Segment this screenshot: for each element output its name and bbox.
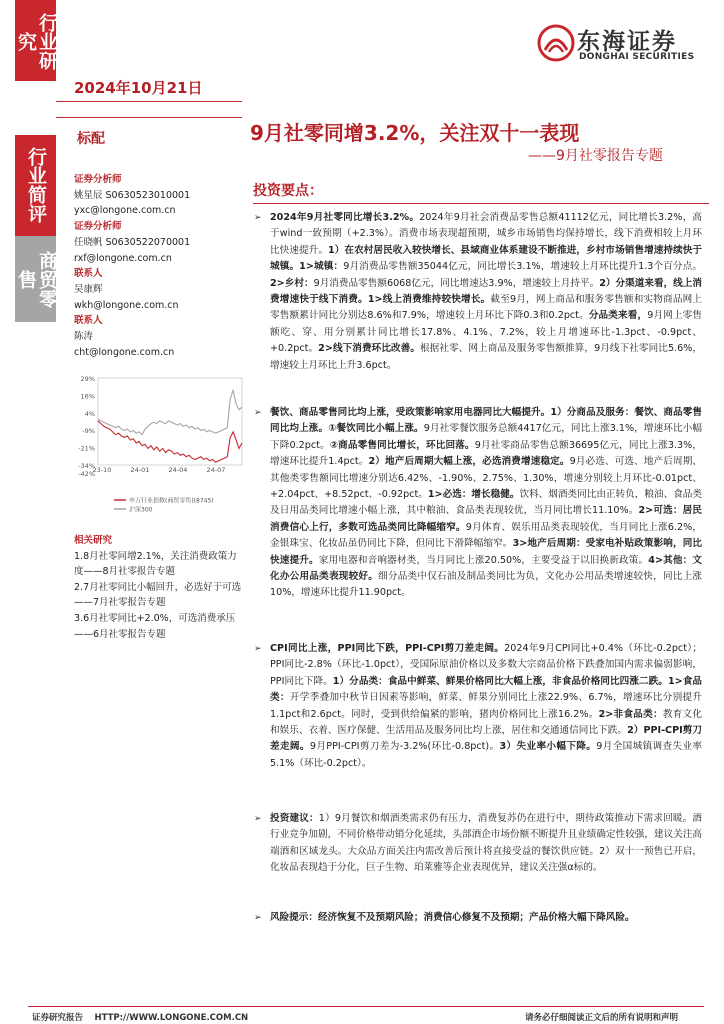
bullet-arrow-icon: ➢ <box>254 408 262 418</box>
chart-legend-label: 沪深300 <box>129 506 153 514</box>
bullet-arrow-icon: ➢ <box>254 644 262 654</box>
bullet-categories: ➢ 餐饮、商品零售同比均上涨，受政策影响家用电器同比大幅提升。1）分商品及服务：餐饮、商品零售同比均上涨。①餐饮同比小幅上涨。9月社零餐饮服务总额4417亿元，同比上涨3.1%，增速环比小幅下降0.2pct。②商品零售同比增长，环比回落。9月社零商品零售总额36695亿元，同比上涨3.3%，增速环比提升1.4pct。2）地产后周期大幅上涨，必选消费增速稳定。9月必选、可选、地产后周期、其他类零售额同比增速分别达6.42%、-1.90%、2.75%、1.30%，增速分别较上月环比-0.01pct、+2.04pct、+8.52pct、-0.92pct。1>必选：增长稳健。饮料、烟酒类同比由正转负，粮油、食品类及日用品类同比增速小幅上涨，其中粮油、食品类表现较优，当月同比增长11.10%。2>可选：居民消费信心上行，多数可选品类同比降幅缩窄。9月体育、娱乐用品类表现较优，当月同比上涨6.2%，金银珠宝、化妆品虽仍同比下降，但同比下滑降幅缩窄。3>地产后周期：受家电补贴政策影响，同比快速提升。家用电器和音响器材类，当月同比上涨20.50%，主要受益于以旧换新政策。4>其他：文化办公用品类表现较好。细分品类中仅石油及制品类同比为负，文化办公用品类增速较快，同比上涨10%，增速环比提升11.90pct。 <box>254 407 703 599</box>
chart-y-tick-label: -21% <box>78 444 95 453</box>
rating-label: 标配 <box>77 131 105 147</box>
report-title: 9月社零同增3.2%，关注双十一表现 <box>250 121 580 145</box>
related-item[interactable]: 1.8月社零同增2.1%，关注消费政策力度——8月社零报告专题 <box>74 550 237 578</box>
index-performance-chart <box>74 370 244 518</box>
bullet-arrow-icon: ➢ <box>254 913 262 923</box>
bullet-risk-warning: ➢ 风险提示：经济恢复不及预期风险；消费信心修复不及预期；产品价格大幅下降风险。 <box>254 910 702 926</box>
sidebar-industry: 商贸零售 <box>15 236 56 322</box>
analyst-label: 证券分析师 <box>74 221 122 233</box>
logo-name: 东海证券 <box>577 29 677 55</box>
related-label: 相关研究 <box>74 535 113 546</box>
contact-email[interactable]: cht@longone.com.cn <box>74 346 175 358</box>
sidebar-report-type: 行业研究 <box>15 0 56 81</box>
bullet-cpi-ppi: ➢ CPI同比上涨，PPI同比下跌，PPI-CPI剪刀差走阔。2024年9月CPI同比+0.4%（环比-0.2pct）；PPI同比-2.8%（环比-1.0pct），受国际原油价格以及多数大宗商品价格下跌叠加国内需求偏弱影响，PPI同比下降。1）分品类：食品中鲜菜、鲜果价格同比大幅上涨，非食品价格同比四涨二跌。1>食品类：开学季叠加中秋节日因素等影响，鲜菜、鲜果分别同比上涨22.9%、6.7%，增速环比分别提升1.1pct和2.6pct。同时，受到供给偏紧的影响，猪肉价格同比上涨16.2%。2>非食品类：教育文化和娱乐、衣着、医疗保健、生活用品及服务同比均上涨，居住和交通通信同比下跌。2）PPI-CPI剪刀差走阔。9月PPI-CPI剪刀差为-3.2%(环比-0.8pct)。3）失业率小幅下降。9月全国城镇调查失业率5.1%（环比-0.2pct）。 <box>254 643 703 769</box>
bullet-retail-growth: ➢ 2024年9月社零同比增长3.2%。2024年9月社会消费品零售总额41112亿元，同比增长3.2%，高于wind一致预期（+2.3%）。消费市场表现超预期，城乡市场销售均保持增长，线下消费相较上月环比快速提升。1）在农村居民收入较快增长、县域商业体系建设不断推进，乡村市场销售增速持续快于城镇。1>城镇：9月消费品零售额35044亿元，同比增长3.1%，增速较上月环比提升1.3个百分点。2>乡村：9月消费品零售额6068亿元，同比增速达3.9%，增速较上月持平。2）分渠道来看，线上消费增速快于线下消费。1>线上消费维持较快增长。截至9月，网上商品和服务零售额和实物商品网上零售额累计同比分别达8.6%和7.9%，增速较上月环比下降0.3和0.2pct。分品类来看，9月网上零售额吃、穿、用分别累计同比增长17.8%、4.1%、7.2%，较上月增速环比-1.3pct、-0.9pct、+0.2pct。2>线下消费环比改善。根据社零、网上商品及服务零售额推算，9月线下社零同比5.6%，增速较上月环比上升3.6pct。 <box>254 212 703 371</box>
contact-label: 联系人 <box>74 315 103 327</box>
chart-x-tick-label: 24-01 <box>130 466 150 474</box>
contact-name: 吴康辉 <box>74 283 103 295</box>
sidebar-report-subtype: 行业简评 <box>15 135 56 236</box>
logo-emblem-icon <box>537 24 575 62</box>
contact-email[interactable]: wkh@longone.com.cn <box>74 299 179 311</box>
contact-label: 联系人 <box>74 268 103 280</box>
chart-y-tick-label: 29% <box>80 375 95 383</box>
header-divider-left <box>56 101 242 102</box>
chart-legend-label: 申万行业指数(商贸零售)(8745) <box>129 497 214 505</box>
chart-x-tick-label: 23-10 <box>92 466 112 474</box>
report-subtitle: ——9月社零报告专题 <box>528 148 663 164</box>
contact-name: 陈涛 <box>74 331 94 343</box>
chart-y-tick-label: 16% <box>80 392 95 401</box>
related-item[interactable]: 2.7月社零同比小幅回升，必选好于可选——7月社零报告专题 <box>74 581 242 609</box>
bullet-investment-advice: ➢ 投资建议：1）9月餐饮和烟酒类需求仍有压力，消费复苏仍在进行中，期待政策推动下需求回暖。酒行业竞争加剧，不同价格带动销分化延续，头部酒企市场份额不断提升且业绩确定性较强，建议关注高端酒和区域龙头。大众品方面关注内需改善后预计将直接受益的餐饮供应链。2）双十一预售已开启，化妆品表现趋于分化，巨子生物、珀莱雅等企业表现优异，建议关注强α标的。 <box>254 813 702 874</box>
analyst-email[interactable]: rxf@longone.com.cn <box>74 252 172 264</box>
related-item[interactable]: 3.6月社零同比+2.0%，可选消费承压——6月社零报告专题 <box>74 612 236 640</box>
performance-chart-svg <box>74 370 244 518</box>
summary-heading: 投资要点： <box>253 183 323 199</box>
footer-disclaimer: 请务必仔细阅读正文后的所有说明和声明 <box>525 1013 679 1023</box>
chart-x-tick-label: 24-04 <box>168 466 188 474</box>
analyst-list <box>74 172 232 360</box>
analyst-name-id: 姚星辰 S0630523010001 <box>74 189 191 201</box>
chart-series-line-1 <box>98 390 242 434</box>
sidebar <box>15 0 56 1024</box>
analyst-email[interactable]: yxc@longone.com.cn <box>74 205 176 217</box>
bullet-arrow-icon: ➢ <box>254 814 262 824</box>
summary-divider <box>253 203 709 204</box>
analyst-name-id: 任晓帆 S0630522070001 <box>74 236 191 248</box>
chart-y-tick-label: -34% <box>78 462 95 470</box>
chart-x-tick-label: 24-07 <box>206 466 226 474</box>
chart-y-tick-label: -42% <box>78 470 95 478</box>
logo-sub: DONGHAI SECURITIES <box>579 52 695 62</box>
footer-website[interactable]: 证券研究报告 HTTP://WWW.LONGONE.COM.CN <box>32 1013 249 1023</box>
chart-y-tick-label: -9% <box>82 427 95 436</box>
company-logo <box>537 20 707 70</box>
footer-divider <box>28 1006 704 1007</box>
report-date: 2024年10月21日 <box>74 79 203 97</box>
bullet-arrow-icon: ➢ <box>254 213 262 223</box>
header-divider-left2 <box>56 117 242 118</box>
chart-y-tick-label: 4% <box>84 409 95 418</box>
related-research <box>74 533 244 642</box>
analyst-label: 证券分析师 <box>74 174 122 185</box>
